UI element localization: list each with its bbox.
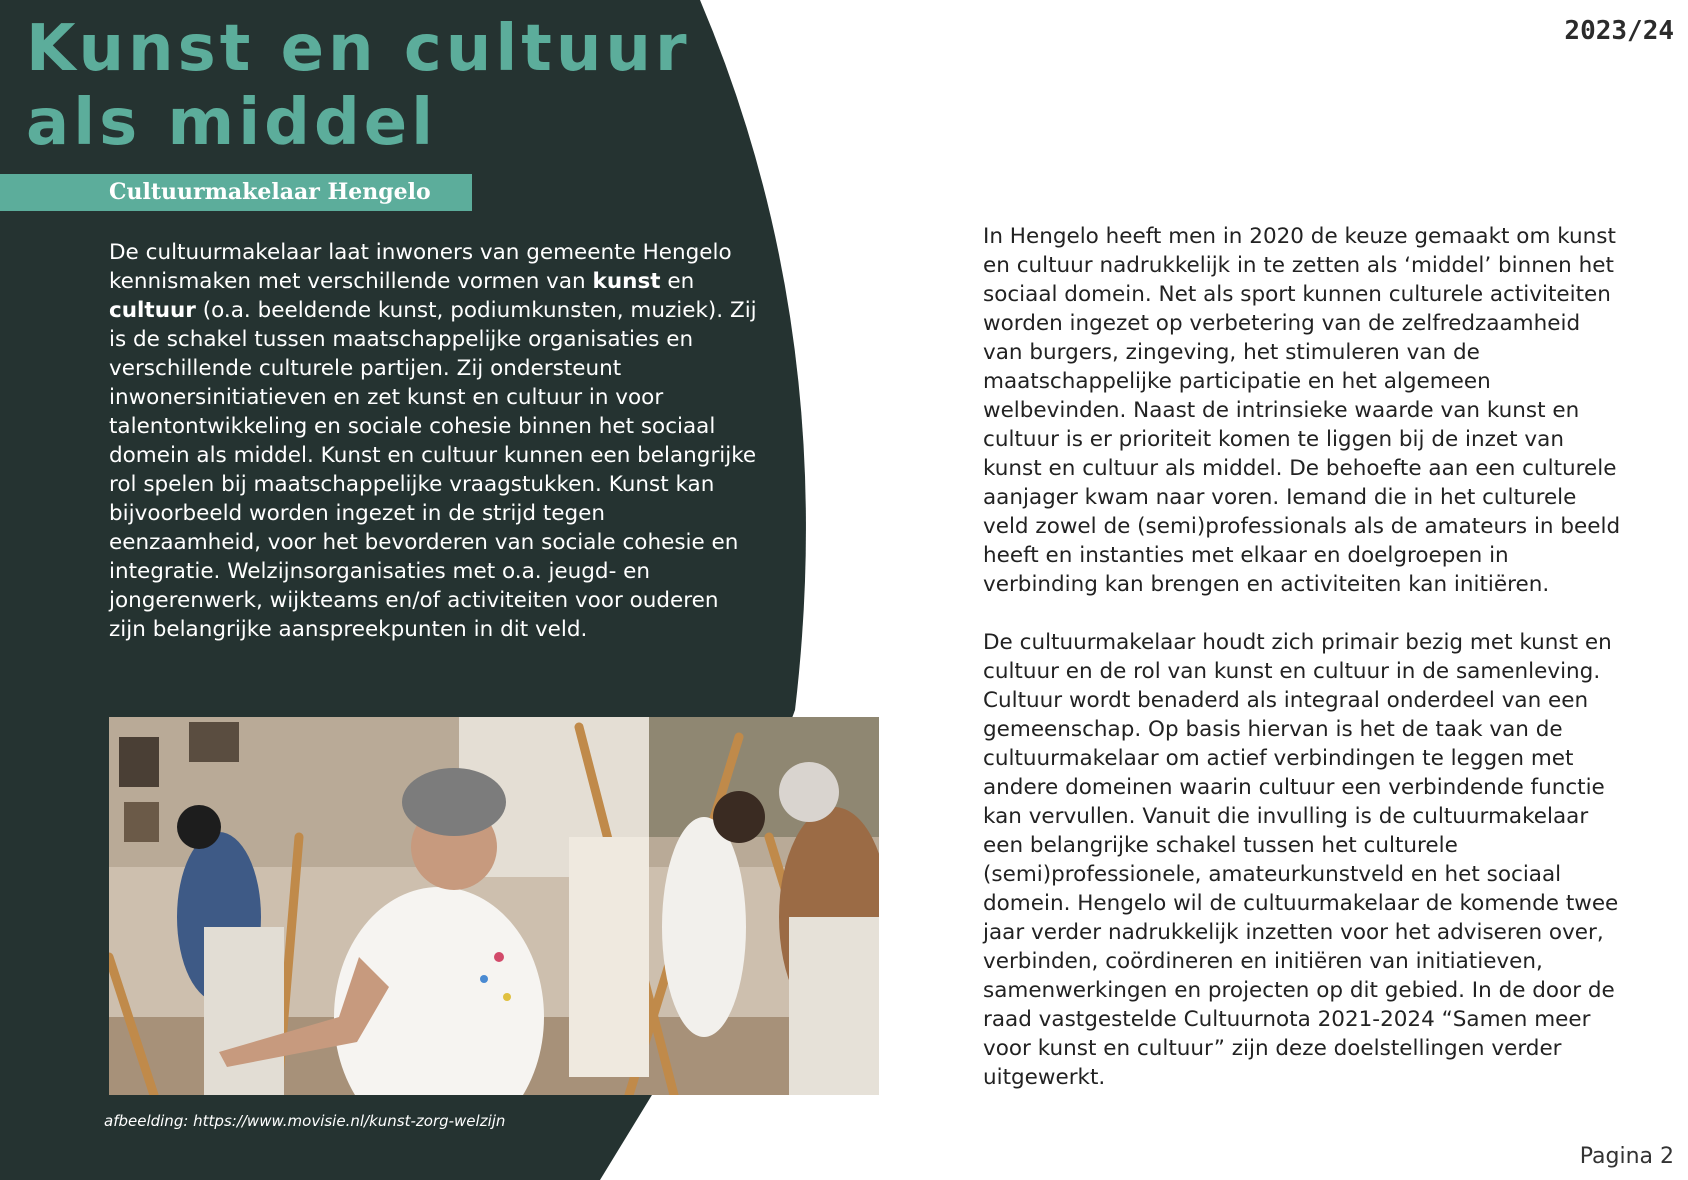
title-line-1: Kunst en cultuur: [26, 12, 691, 86]
painting-class-photo: [109, 717, 879, 1095]
bold-kunst: kunst: [592, 269, 661, 294]
intro-paragraph: [109, 238, 759, 644]
intro-text-part-3: (o.a. beeldende kunst, podiumkunsten, muziek). Zij is de schakel tussen maatschappelijke organisaties en verschillende culturele partijen. Zij ondersteunt inwonersinitiatieven en zet kunst en cultuur in voor talentontwikkeling en sociale cohesie binnen het sociaal domein als middel. Kunst en cultuur kunnen een belangrijke rol spelen bij maatschappelijke vraagstukken. Kunst kan bijvoorbeeld worden ingezet in de strijd tegen eenzaamheid, voor het bevorderen van sociale cohesie en integratie. Welzijnsorganisaties met o.a. jeugd- en jongerenwerk, wijkteams en/of activiteiten voor ouderen zijn belangrijke aanspreekpunten in dit veld.: [109, 298, 757, 642]
image-caption: afbeelding: https://www.movisie.nl/kunst-zorg-welzijn: [104, 1112, 506, 1130]
page-title: [26, 12, 691, 160]
bold-cultuur: cultuur: [109, 298, 196, 323]
intro-text-part-2: en: [660, 269, 695, 294]
year-label: 2023/24: [1564, 16, 1674, 46]
page-number: Pagina 2: [1579, 1144, 1674, 1169]
intro-text-part-1: De cultuurmakelaar laat inwoners van gemeente Hengelo kennismaken met verschillende vormen van: [109, 240, 732, 294]
paragraph-1: In Hengelo heeft men in 2020 de keuze gemaakt om kunst en cultuur nadrukkelijk in te zetten als ‘middel’ binnen het sociaal domein. Net als sport kunnen culturele activiteiten worden ingezet op verbetering van de zelfredzaamheid van burgers, zingeving, het stimuleren van de maatschappelijke participatie en het algemeen welbevinden. Naast de intrinsieke waarde van kunst en cultuur is er prioriteit komen te liggen bij de inzet van kunst en cultuur als middel. De behoefte aan een culturele aanjager kwam naar voren. Iemand die in het culturele veld zowel de (semi)professionals als de amateurs in beeld heeft en instanties met elkaar en doelgroepen in verbinding kan brengen en activiteiten kan initiëren.: [983, 224, 1621, 597]
main-text-column: [983, 222, 1623, 1121]
section-label: Cultuurmakelaar Hengelo: [109, 179, 431, 205]
title-line-2: als middel: [26, 86, 438, 160]
paragraph-2: De cultuurmakelaar houdt zich primair bezig met kunst en cultuur en de rol van kunst en cultuur in de samenleving. Cultuur wordt benaderd als integraal onderdeel van een gemeenschap. Op basis hiervan is het de taak van de cultuurmakelaar om actief verbindingen te leggen met andere domeinen waarin cultuur een verbindende functie kan vervullen. Vanuit die invulling is de cultuurmakelaar een belangrijke schakel tussen het culturele (semi)professionele, amateurkunstveld en het sociaal domein. Hengelo wil de cultuurmakelaar de komende twee jaar verder nadrukkelijk inzetten voor het adviseren over, verbinden, coördineren en initiëren van initiatieven, samenwerkingen en projecten op dit gebied. In de door de raad vastgestelde Cultuurnota 2021-2024 “Samen meer voor kunst en cultuur” zijn deze doelstellingen verder uitgewerkt.: [983, 630, 1619, 1090]
